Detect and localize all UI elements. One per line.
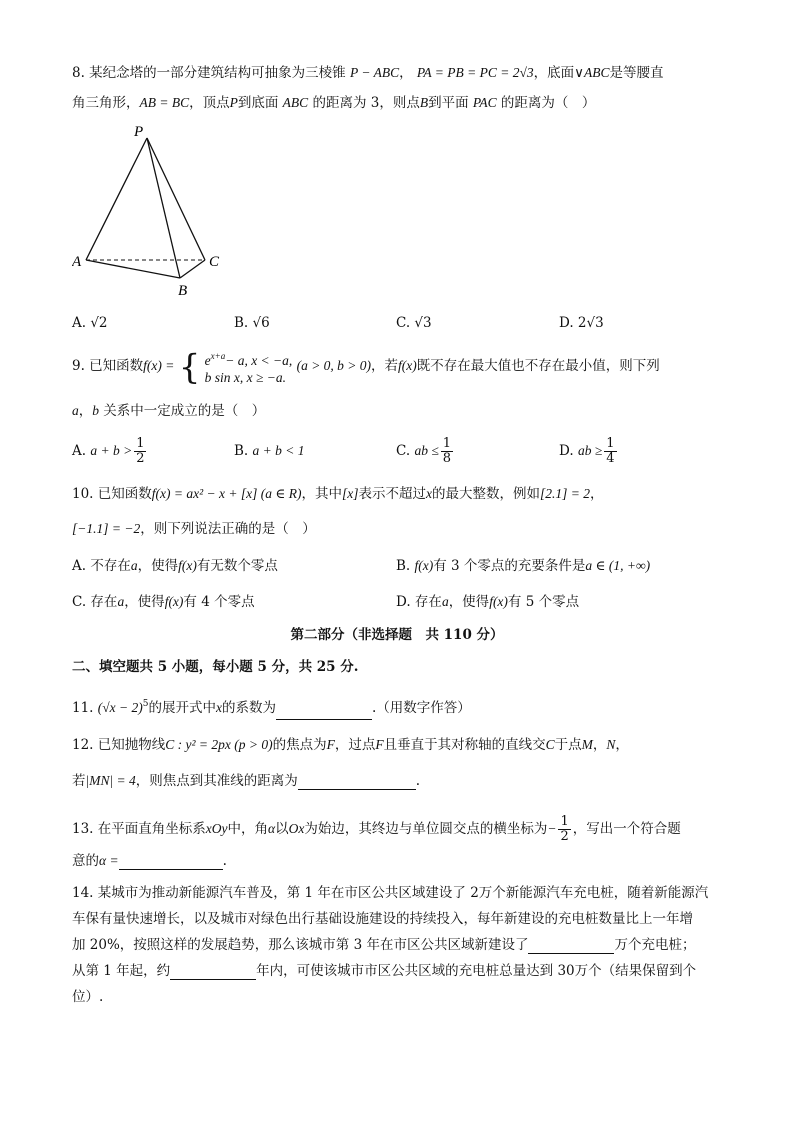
q12-text: ， xyxy=(615,737,629,753)
q9-text: 既不存在最大值也不存在最小值，则下列 xyxy=(416,358,660,374)
q8-math: ABC xyxy=(584,65,610,80)
q12-text: 于点 xyxy=(554,737,582,753)
q9-text: 关系中一定成立的是（ ） xyxy=(99,403,266,419)
label-c: C xyxy=(209,254,220,270)
q9-math: f(x) xyxy=(398,358,417,373)
q10-option-b[interactable] xyxy=(396,557,650,575)
q14-text: 从第 1 年起，约 xyxy=(72,963,171,979)
q12-math: |MN| = 4 xyxy=(85,773,136,788)
fraction-den: 8 xyxy=(442,451,452,466)
fraction xyxy=(134,437,146,466)
option-math: a xyxy=(117,594,125,609)
q14-answer-blank-2[interactable] xyxy=(170,965,256,980)
q10-text: 的最大整数，例如 xyxy=(431,486,540,502)
fraction xyxy=(441,437,453,466)
q12-math: C xyxy=(545,737,555,752)
q13-math: xOy xyxy=(205,821,228,836)
option-math: ab ≤ xyxy=(414,443,439,458)
q8-option-d[interactable]: D. 2√3 xyxy=(559,315,604,331)
q10-text: 10. 已知函数 xyxy=(72,486,152,502)
edge-pa xyxy=(86,138,147,260)
q8-text: 的距离为（ ） xyxy=(496,95,596,111)
q10-option-d[interactable] xyxy=(396,593,579,611)
q14-text: 万个充电桩； xyxy=(614,937,696,953)
option-math: f(x) xyxy=(164,594,184,609)
q12-math: F xyxy=(326,737,335,752)
q11-text: .（用数字作答） xyxy=(372,700,471,716)
q14-text: 年内，可使该城市市区公共区域的充电桩总量达到 30万个（结果保留到个 xyxy=(256,963,697,979)
q8-text: 角三角形， xyxy=(72,95,140,111)
edge-ab xyxy=(86,260,180,278)
q10-math: f(x) = ax² − x + [x] (a ∈ R) xyxy=(151,486,302,501)
q12-line2 xyxy=(72,772,420,790)
q13-text: . xyxy=(222,853,227,869)
option-text: C. 存在 xyxy=(72,594,118,610)
fraction-num: 1 xyxy=(442,436,452,451)
label-a: A xyxy=(72,254,82,270)
option-letter: C. xyxy=(396,443,415,459)
q9-text: ，若 xyxy=(371,358,399,374)
label-p: P xyxy=(134,124,144,140)
q11-answer-blank[interactable] xyxy=(276,705,372,720)
fraction-den: 4 xyxy=(606,451,615,466)
q14-line3 xyxy=(72,936,695,954)
q9-option-d[interactable] xyxy=(559,434,619,468)
q13-answer-blank[interactable] xyxy=(119,855,223,870)
label-b: B xyxy=(178,283,188,299)
q9-cases xyxy=(205,348,293,386)
section2-title: 二、填空题共 5 小题，每小题 5 分，共 25 分. xyxy=(72,659,359,675)
q12-math: C : y² = 2px (p > 0) xyxy=(165,737,273,752)
q8-text: ， xyxy=(399,65,417,81)
q10-option-a[interactable] xyxy=(72,557,278,575)
q8-math: PAC xyxy=(472,95,497,110)
q10-text: ，则下列说法正确的是（ ） xyxy=(140,521,316,537)
q9-case1-exp: x+a xyxy=(210,351,226,361)
option-letter: B. xyxy=(234,443,253,459)
q8-math: ABC xyxy=(282,95,309,110)
q14-answer-blank-1[interactable] xyxy=(528,939,614,954)
q13-text: 以 xyxy=(275,821,289,837)
q10-math: x xyxy=(425,486,432,501)
fraction-num: 1 xyxy=(606,436,615,451)
option-text: 有 5 个零点 xyxy=(507,594,580,610)
option-text: B. xyxy=(396,558,415,574)
edge-pc xyxy=(147,138,205,260)
pyramid-figure xyxy=(72,120,232,300)
q10-text: ，其中 xyxy=(301,486,342,502)
q12-text: . xyxy=(415,773,421,789)
option-text: 有 4 个零点 xyxy=(183,594,255,610)
fraction-num: 1 xyxy=(560,814,569,829)
q10-math: [−1.1] = −2 xyxy=(72,521,141,536)
option-letter: A. xyxy=(72,443,91,459)
q11-number: 11. xyxy=(72,700,98,716)
fraction-num: 1 xyxy=(136,436,145,451)
q8-math: P − ABC xyxy=(349,65,400,80)
q8-text: ，顶点 xyxy=(189,95,230,111)
part2-title: 第二部分（非选择题 共 110 分） xyxy=(290,627,504,643)
q14-text: 加 20%，按照这样的发展趋势，那么该城市第 3 年在市区公共区域新建设了 xyxy=(72,937,529,953)
q13-math: Ox xyxy=(288,821,305,836)
q10-line2 xyxy=(72,520,316,538)
q11-line xyxy=(72,692,471,720)
q8-option-a[interactable]: A. √2 xyxy=(72,315,108,331)
q12-text: ， xyxy=(592,737,607,753)
q9-text: 9. 已知函数 xyxy=(72,358,144,374)
q12-text: 若 xyxy=(72,773,86,789)
q11-text: 的展开式中 xyxy=(148,700,217,716)
option-math: a ∈ (1, +∞) xyxy=(585,558,651,573)
q9-case1-base: e xyxy=(204,353,211,368)
q14-line1: 14. 某城市为推动新能源汽车普及，第 1 年在市区公共区域建设了 2万个新能源汽车充电桩，随着新能源汽 xyxy=(72,885,709,901)
q10-math: [x] xyxy=(341,486,359,501)
q8-text: 是等腰直 xyxy=(609,65,664,81)
q8-text: ，底面∨ xyxy=(533,65,585,81)
q10-text: 表示不超过 xyxy=(358,486,426,502)
option-math: f(x) xyxy=(489,594,508,609)
q12-math: N xyxy=(606,737,616,752)
q12-text: ，过点 xyxy=(334,737,376,753)
q8-text: 的距离为 3，则点 xyxy=(308,95,420,111)
q14-line2: 车保有量快速增长，以及城市对绿色出行基础设施建设的持续投入，每年新建设的充电桩数量比上一年增 xyxy=(72,911,693,927)
fraction xyxy=(558,815,570,844)
option-math: f(x) xyxy=(178,558,197,573)
q10-line1 xyxy=(72,485,603,503)
q9-line2 xyxy=(72,402,265,420)
q8-line1 xyxy=(72,64,664,82)
q8-text: 到平面 xyxy=(428,95,473,111)
fraction-den: 2 xyxy=(560,829,569,844)
q9-option-a[interactable] xyxy=(72,434,148,468)
q11-exponent: 5 xyxy=(142,699,149,709)
option-math: a + b < 1 xyxy=(252,443,305,458)
q8-option-b[interactable]: B. √6 xyxy=(234,315,270,331)
q9-math: a xyxy=(72,403,79,418)
q13-math: α = xyxy=(99,853,119,868)
option-text: 有 3 个零点的充要条件是 xyxy=(433,558,586,574)
q13-math: α xyxy=(268,821,276,836)
option-math: a xyxy=(130,558,138,573)
q14-line5: 位）. xyxy=(72,989,104,1005)
q12-text: ，则焦点到其准线的距离为 xyxy=(135,773,298,789)
q11-expression: (√x − 2) xyxy=(97,700,143,715)
q8-math: PA = PB = PC = 2√3 xyxy=(416,65,534,80)
q12-text: 的焦点为 xyxy=(272,737,327,753)
option-math: a + b > xyxy=(90,443,133,458)
q13-text: ，写出一个符合题 xyxy=(572,821,681,837)
q9-case1-rest: − a, x < −a, xyxy=(225,353,293,368)
option-text: A. 不存在 xyxy=(72,558,131,574)
q12-math: M xyxy=(581,737,593,752)
edge-pb xyxy=(147,138,180,278)
option-text: D. 存在 xyxy=(396,594,442,610)
option-text: ，使得 xyxy=(124,594,165,610)
option-text: ，使得 xyxy=(137,558,179,574)
q11-text: 的系数为 xyxy=(222,700,277,716)
option-text: ，使得 xyxy=(448,594,490,610)
q9-fx: f(x) = xyxy=(143,358,175,373)
q8-math: B xyxy=(419,95,429,110)
q12-line1 xyxy=(72,736,629,754)
fraction xyxy=(604,437,616,466)
q13-line1 xyxy=(72,812,681,846)
q13-math: − xyxy=(547,821,557,836)
q13-text: 意的 xyxy=(72,853,99,869)
option-math: a xyxy=(441,594,449,609)
q8-option-c[interactable]: C. √3 xyxy=(396,315,432,331)
q9-case1 xyxy=(205,348,293,369)
q13-text: 中，角 xyxy=(227,821,268,837)
q8-text: 到底面 xyxy=(237,95,283,111)
fraction-den: 2 xyxy=(136,451,145,466)
q13-text: 13. 在平面直角坐标系 xyxy=(72,821,206,837)
q9-option-c[interactable] xyxy=(396,434,455,468)
q10-option-c[interactable] xyxy=(72,593,255,611)
q8-line2 xyxy=(72,94,595,112)
brace-symbol: { xyxy=(178,347,201,387)
q10-text: ， xyxy=(589,486,604,502)
q13-text: 为始边，其终边与单位圆交点的横坐标为 xyxy=(304,821,548,837)
q9-condition: (a > 0, b > 0) xyxy=(296,358,372,373)
q9-line1 xyxy=(72,344,660,389)
q12-math: F xyxy=(375,737,384,752)
q8-text: 8. 某纪念塔的一部分建筑结构可抽象为三棱锥 xyxy=(72,65,350,81)
q9-option-b[interactable] xyxy=(234,434,305,468)
option-letter: D. xyxy=(559,443,578,459)
q12-answer-blank[interactable] xyxy=(298,775,416,790)
q12-text: 12. 已知抛物线 xyxy=(72,737,166,753)
q9-piecewise xyxy=(179,345,293,389)
edge-bc xyxy=(180,260,205,278)
q9-text: ， xyxy=(78,403,93,419)
q11-math: x xyxy=(216,700,223,715)
q8-math: P xyxy=(229,95,238,110)
q13-line2 xyxy=(72,852,227,870)
option-text: 有无数个零点 xyxy=(196,558,278,574)
q9-case2: b sin x, x ≥ −a. xyxy=(204,370,287,385)
option-math: ab ≥ xyxy=(577,443,603,458)
q14-line4 xyxy=(72,962,696,980)
option-math: f(x) xyxy=(414,558,434,573)
q10-math: [2.1] = 2 xyxy=(539,486,590,501)
q9-math: b xyxy=(92,403,99,418)
q8-math: AB = BC xyxy=(139,95,190,110)
q12-text: 且垂直于其对称轴的直线交 xyxy=(383,737,546,753)
